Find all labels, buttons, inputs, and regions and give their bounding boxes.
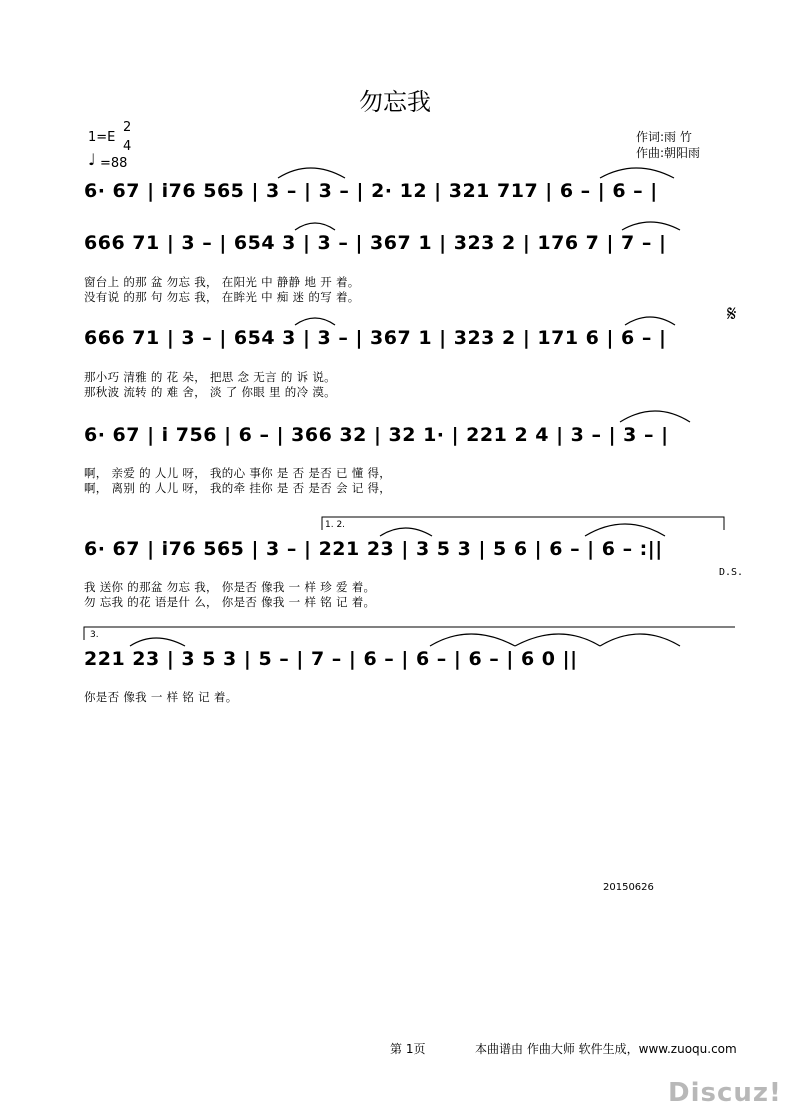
ds-marker: D.S. <box>719 567 744 578</box>
notation-row-6: 221 23 | 3 5 3 | 5 – | 7 – | 6 – | 6 – | 6 – | 6 0 || <box>84 648 578 670</box>
notation-row-3: 666 71 | 3 – | 654 3 | 3 – | 367 1 | 323 2 | 171 6 | 6 – | <box>84 327 667 349</box>
tie-row1-b <box>600 168 674 178</box>
lyricist: 作词:雨 竹 <box>636 130 692 144</box>
notation-row-4: 6· 67 | i 756 | 6 – | 366 32 | 32 1· | 221 2 4 | 3 – | 3 – | <box>84 424 669 446</box>
tie-row6-d <box>600 634 680 646</box>
lyrics-row-2-verse-1: 窗台上 的那 盆 勿忘 我， 在阳光 中 静静 地 开 着。 <box>84 275 360 289</box>
tie-row6-a <box>130 638 185 646</box>
lyrics-row-6-verse-1: 你是否 像我 一 样 铭 记 着。 <box>84 690 238 704</box>
page-number: 第 1页 <box>390 1042 426 1056</box>
tie-row4-a <box>620 411 690 422</box>
tie-row5-b <box>585 524 665 536</box>
lyrics-row-2-verse-2: 没有说 的那 句 勿忘 我， 在眸光 中 痴 迷 的写 着。 <box>84 290 360 304</box>
tie-row6-c <box>515 634 600 646</box>
segno-icon: 𝄋 <box>727 302 737 327</box>
tie-row2-b <box>622 222 680 230</box>
tempo: =88 <box>100 156 128 171</box>
quarter-note-icon: ♩ <box>88 150 96 169</box>
tie-row6-b <box>430 634 515 646</box>
tie-row3-b <box>625 317 675 325</box>
generator-credit[interactable]: 本曲谱由 作曲大师 软件生成，www.zuoqu.com <box>475 1042 737 1056</box>
volta-1-2-label: 1. 2. <box>325 520 346 530</box>
song-title: 勿忘我 <box>359 88 431 116</box>
lyrics-row-3-verse-2: 那秋波 流转 的 难 舍， 淡 了 你眼 里 的冷 漠。 <box>84 385 336 399</box>
lyrics-row-5-verse-1: 我 送你 的那盆 勿忘 我， 你是否 像我 一 样 珍 爱 着。 <box>84 580 376 594</box>
key-signature: 1=E <box>88 130 116 145</box>
lyrics-row-4-verse-2: 啊， 离别 的 人儿 呀， 我的牵 挂你 是 否 是否 会 记 得， <box>84 481 392 495</box>
tie-row1-a <box>278 168 345 178</box>
volta-1-2-bracket <box>322 517 724 530</box>
tie-row2-a <box>295 223 335 230</box>
time-signature-bottom: 4 <box>123 139 132 154</box>
notation-row-2: 666 71 | 3 – | 654 3 | 3 – | 367 1 | 323 2 | 176 7 | 7 – | <box>84 232 667 254</box>
discuz-watermark: Discuz! <box>668 1078 782 1108</box>
date-stamp: 20150626 <box>603 882 654 893</box>
lyrics-row-3-verse-1: 那小巧 清雅 的 花 朵， 把思 念 无言 的 诉 说。 <box>84 370 336 384</box>
notation-row-5: 6· 67 | i76 565 | 3 – | 221 23 | 3 5 3 | 5 6 | 6 – | 6 – :|| <box>84 538 663 560</box>
time-signature-top: 2 <box>123 120 132 135</box>
notation-row-1: 6· 67 | i76 565 | 3 – | 3 – | 2· 12 | 321 717 | 6 – | 6 – | <box>84 180 658 202</box>
volta-3-label: 3. <box>90 630 99 640</box>
tie-row3-a <box>295 318 335 325</box>
tie-row5-a <box>380 528 432 536</box>
lyrics-row-4-verse-1: 啊， 亲爱 的 人儿 呀， 我的心 事你 是 否 是否 已 懂 得， <box>84 466 392 480</box>
lyrics-row-5-verse-2: 勿 忘我 的花 语是什 么， 你是否 像我 一 样 铭 记 着。 <box>84 595 376 609</box>
composer: 作曲:朝阳雨 <box>636 146 701 160</box>
